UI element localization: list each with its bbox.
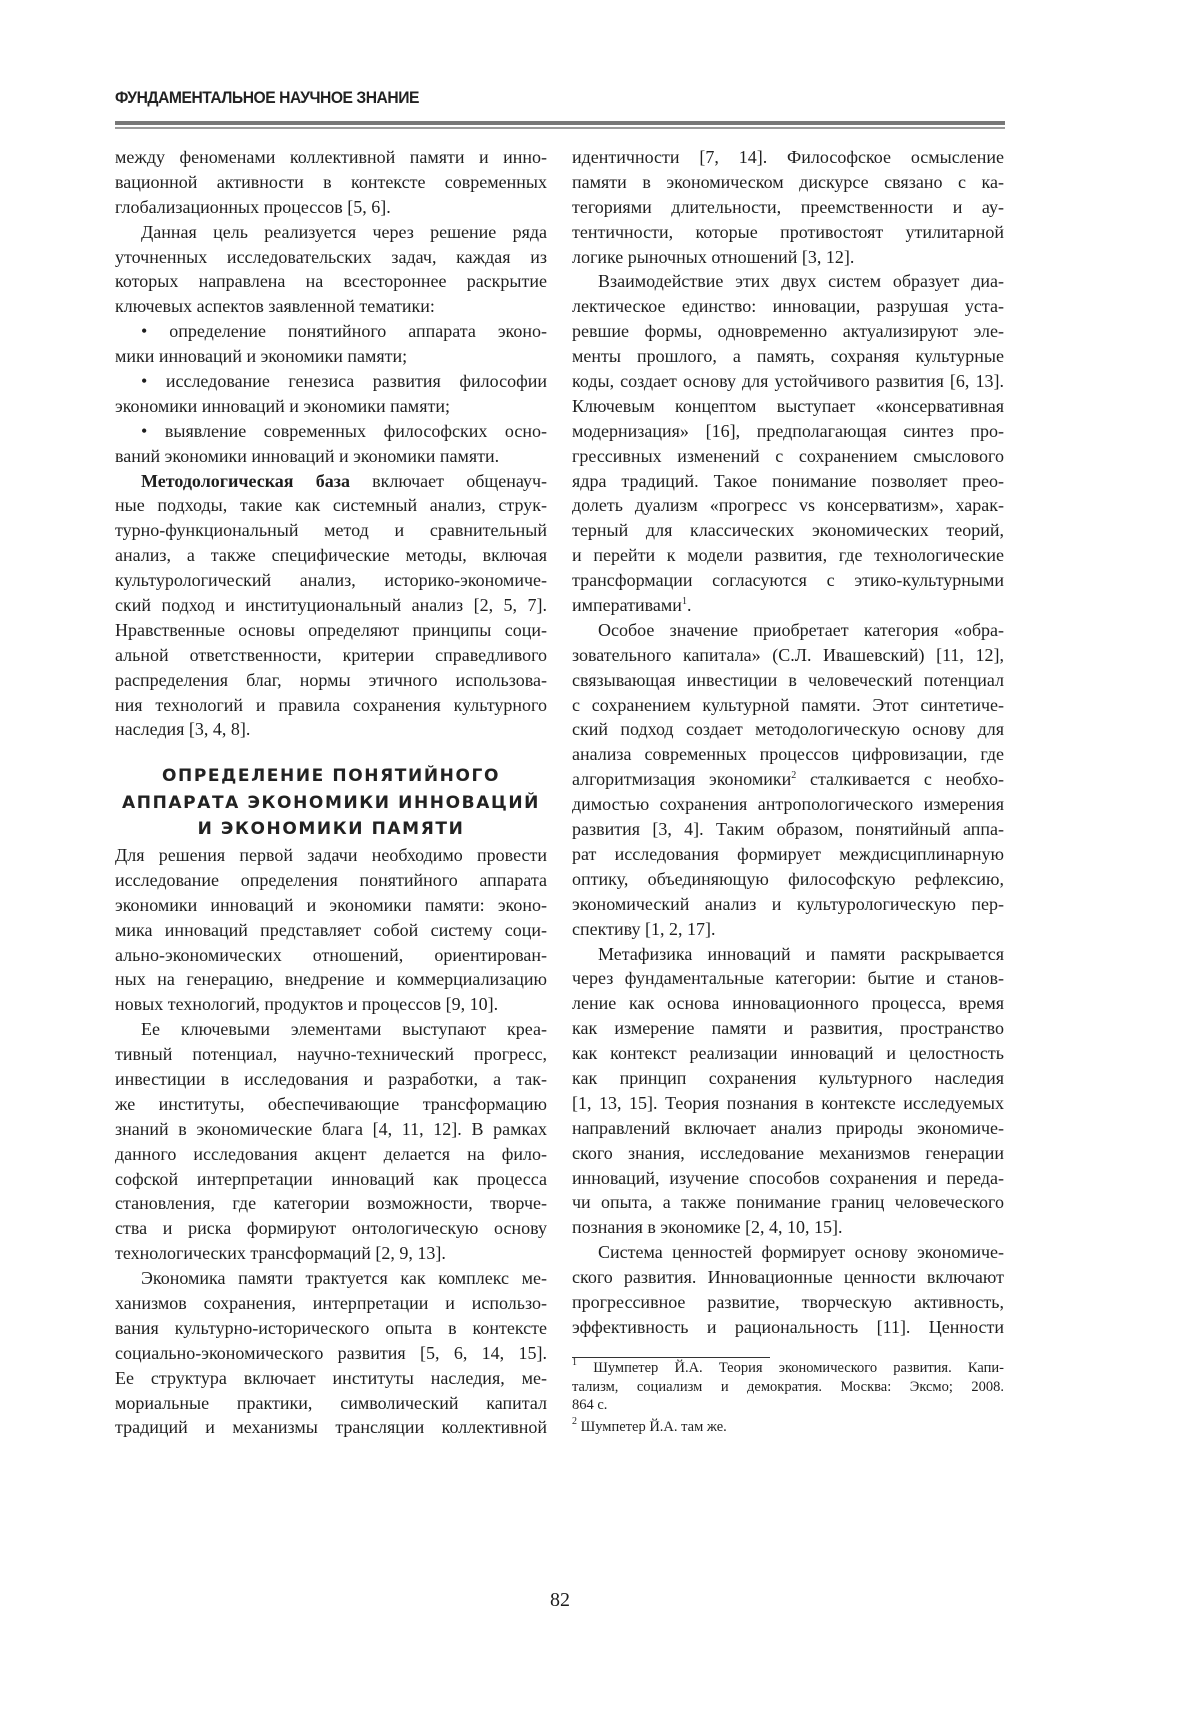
line-text: ский подход создает методологическую основу для xyxy=(572,719,1004,739)
text-line xyxy=(572,220,1004,245)
left-column-top xyxy=(115,145,547,742)
running-head: ФУНДАМЕНТАЛЬНОЕ НАУЧНОЕ ЗНАНИЕ xyxy=(115,88,419,108)
line-text-after: . xyxy=(687,595,692,615)
line-text: алгоритмизация экономики xyxy=(572,769,791,789)
line-text: анализ, а также специфические методы, включая xyxy=(115,545,547,565)
text-line xyxy=(115,469,547,494)
text-line xyxy=(572,294,1004,319)
line-text: вания культурно-исторического опыта в контексте xyxy=(115,1318,547,1338)
text-line xyxy=(115,1191,547,1216)
line-text: тивный потенциал, научно-технический прогресс, xyxy=(115,1044,547,1064)
line-text: Для решения первой задачи необходимо провести xyxy=(115,845,547,865)
line-text: глобализационных процессов [5, 6]. xyxy=(115,197,391,217)
line-text: анализа современных процессов цифровизации, где xyxy=(572,744,1004,764)
line-text: ление как основа инновационного процесса, время xyxy=(572,993,1004,1013)
text-line xyxy=(572,1215,1004,1240)
footnote-text: Шумпетер Й.А. там же. xyxy=(581,1419,727,1435)
text-line xyxy=(115,1017,547,1042)
section-heading-line: АППАРАТА ЭКОНОМИКИ ИННОВАЦИЙ xyxy=(115,790,547,817)
text-line xyxy=(115,717,547,742)
line-text: новых технологий, продуктов и процессов [9, 10]. xyxy=(115,994,498,1014)
line-text: данного исследования акцент делается на фило- xyxy=(115,1144,547,1164)
line-text: социально-экономического развития [5, 6, 14, 15]. xyxy=(115,1343,547,1363)
text-line xyxy=(572,991,1004,1016)
text-line xyxy=(115,1366,547,1391)
text-line xyxy=(572,1315,1004,1340)
text-line xyxy=(572,892,1004,917)
text-line xyxy=(572,792,1004,817)
text-line xyxy=(572,444,1004,469)
footnote-text: 864 с. xyxy=(572,1397,607,1413)
line-text: коды, создает основу для устойчивого развития [6, 13]. xyxy=(572,371,1004,391)
text-line xyxy=(572,917,1004,942)
text-line xyxy=(115,1341,547,1366)
page-number: 82 xyxy=(0,1589,1120,1612)
line-text: исследование определения понятийного аппарата xyxy=(115,870,547,890)
text-line xyxy=(572,145,1004,170)
line-text: менты прошлого, а память, сохраняя культурные xyxy=(572,346,1004,366)
text-line xyxy=(115,294,547,319)
line-text: и перейти к модели развития, где технологические xyxy=(572,545,1004,565)
footnote xyxy=(572,1359,1004,1415)
text-line xyxy=(572,245,1004,270)
text-line xyxy=(572,1041,1004,1066)
text-line xyxy=(115,1316,547,1341)
line-text: инвестиции в исследования и разработки, а так- xyxy=(115,1069,547,1089)
section-heading-line: ОПРЕДЕЛЕНИЕ ПОНЯТИЙНОГО xyxy=(115,763,547,790)
text-line xyxy=(115,1042,547,1067)
header-rule xyxy=(115,121,1005,125)
text-line xyxy=(572,419,1004,444)
text-line xyxy=(115,319,547,344)
line-text: ных на генерацию, внедрение и коммерциализацию xyxy=(115,969,547,989)
line-text: ского развития. Инновационные ценности включают xyxy=(572,1267,1004,1287)
text-line xyxy=(115,170,547,195)
line-text: рат исследования формирует междисциплинарную xyxy=(572,844,1004,864)
line-text: экономики инноваций и экономики памяти: эконо- xyxy=(115,895,547,915)
text-line xyxy=(115,868,547,893)
line-text: инноваций, изучение способов сохранения и переда- xyxy=(572,1168,1004,1188)
line-text: технологических трансформаций [2, 9, 13]. xyxy=(115,1243,446,1263)
text-line xyxy=(115,444,547,469)
line-text: уточненных исследовательских задач, каждая из xyxy=(115,247,547,267)
text-line xyxy=(572,543,1004,568)
text-line xyxy=(572,966,1004,991)
text-line xyxy=(115,518,547,543)
section-heading xyxy=(115,763,547,843)
text-line xyxy=(572,867,1004,892)
text-line xyxy=(115,269,547,294)
footnote-ref[interactable]: 2 xyxy=(791,770,796,781)
bold-lead: Методологическая база xyxy=(141,471,350,491)
line-text: Ключевым концептом выступает «консервативная xyxy=(572,396,1004,416)
footnote xyxy=(572,1418,1004,1437)
line-text: • выявление современных философских осно- xyxy=(141,421,547,441)
footnote-line xyxy=(572,1396,1004,1415)
text-line xyxy=(115,1241,547,1266)
line-text: ключевых аспектов заявленной тематики: xyxy=(115,296,435,316)
line-text: ваний экономики инноваций и экономики памяти. xyxy=(115,446,499,466)
line-text: лектическое единство: инновации, разрушая уста- xyxy=(572,296,1004,316)
line-text: идентичности [7, 14]. Философское осмысление xyxy=(572,147,1004,167)
line-text: экономики инноваций и экономики памяти; xyxy=(115,396,450,416)
text-line xyxy=(572,593,1004,618)
line-text: тегориями длительности, преемственности и ау- xyxy=(572,197,1004,217)
line-text: ханизмов сохранения, интерпретации и использо- xyxy=(115,1293,547,1313)
line-text: как контекст реализации инноваций и целостность xyxy=(572,1043,1004,1063)
line-text: эффективность и рациональность [11]. Ценности xyxy=(572,1317,1004,1337)
text-line xyxy=(572,1016,1004,1041)
line-text: оптику, объединяющую философскую рефлексию, xyxy=(572,869,1004,889)
text-line xyxy=(572,1190,1004,1215)
text-line xyxy=(572,618,1004,643)
text-line xyxy=(115,668,547,693)
line-text: софской интерпретации инноваций как процесса xyxy=(115,1169,547,1189)
line-text: долеть дуализм «прогресс vs консерватизм», харак- xyxy=(572,495,1004,515)
line-text: ского знания, исследование механизмов генерации xyxy=(572,1143,1004,1163)
text-line xyxy=(115,394,547,419)
text-line xyxy=(115,1117,547,1142)
line-text: императивами xyxy=(572,595,682,615)
line-text: как измерение памяти и развития, пространство xyxy=(572,1018,1004,1038)
text-line xyxy=(115,693,547,718)
line-text: экономический анализ и культурологическую пер- xyxy=(572,894,1004,914)
line-text: ния технологий и правила сохранения культурного xyxy=(115,695,547,715)
line-text: чи опыта, а также понимание границ человеческого xyxy=(572,1192,1004,1212)
text-line xyxy=(115,1291,547,1316)
text-line xyxy=(572,394,1004,419)
right-column xyxy=(572,145,1004,1340)
footnotes xyxy=(572,1359,1004,1436)
text-line xyxy=(572,817,1004,842)
line-text: включает общенауч- xyxy=(350,471,547,491)
text-line xyxy=(572,518,1004,543)
line-text: развития [3, 4]. Таким образом, понятийный аппа- xyxy=(572,819,1004,839)
text-line xyxy=(115,643,547,668)
text-line xyxy=(572,1116,1004,1141)
line-text: мориальные практики, символический капитал xyxy=(115,1393,547,1413)
text-line xyxy=(115,195,547,220)
text-line xyxy=(115,493,547,518)
text-line xyxy=(115,1142,547,1167)
line-text: традиций и механизмы трансляции коллективной xyxy=(115,1417,547,1437)
line-text: тентичности, которые противостоят утилитарной xyxy=(572,222,1004,242)
text-line xyxy=(572,643,1004,668)
line-text: как принцип сохранения культурного наследия xyxy=(572,1068,1004,1088)
text-line xyxy=(115,918,547,943)
text-line xyxy=(115,893,547,918)
line-text: Нравственные основы определяют принципы соци- xyxy=(115,620,547,640)
line-text: Экономика памяти трактуется как комплекс ме- xyxy=(141,1268,547,1288)
footnote-line xyxy=(572,1359,1004,1378)
text-line xyxy=(115,1067,547,1092)
line-text: • определение понятийного аппарата эконо- xyxy=(141,321,547,341)
line-text: между феноменами коллективной памяти и инно- xyxy=(115,147,547,167)
text-line xyxy=(572,469,1004,494)
text-line xyxy=(572,269,1004,294)
text-line xyxy=(572,693,1004,718)
line-text: вационной активности в контексте современных xyxy=(115,172,547,192)
line-text: турно-функциональный метод и сравнительный xyxy=(115,520,547,540)
footnote-text: Шумпетер Й.А. Теория экономического развития. Капи- xyxy=(593,1360,1004,1376)
left-column-bottom xyxy=(115,843,547,1440)
line-text: через фундаментальные категории: бытие и станов- xyxy=(572,968,1004,988)
line-text: ядра традиций. Такое понимание позволяет прео- xyxy=(572,471,1004,491)
line-text: Взаимодействие этих двух систем образует диа- xyxy=(598,271,1004,291)
text-line xyxy=(115,369,547,394)
text-line xyxy=(572,668,1004,693)
line-text: ский подход и институциональный анализ [2, 5, 7]. xyxy=(115,595,547,615)
line-text: Ее ключевыми элементами выступают креа- xyxy=(141,1019,547,1039)
line-text: знаний в экономические блага [4, 11, 12]. В рамках xyxy=(115,1119,547,1139)
text-line xyxy=(572,1166,1004,1191)
line-text: же институты, обеспечивающие трансформацию xyxy=(115,1094,547,1114)
footnote-line xyxy=(572,1378,1004,1397)
footnote-line xyxy=(572,1418,1004,1437)
line-text: связывающая инвестиции в человеческий потенциал xyxy=(572,670,1004,690)
text-line xyxy=(115,1216,547,1241)
line-text: наследия [3, 4, 8]. xyxy=(115,719,250,739)
line-text: Метафизика инноваций и памяти раскрывается xyxy=(598,944,1004,964)
line-text: димостью сохранения антропологического измерения xyxy=(572,794,1004,814)
text-line xyxy=(115,220,547,245)
text-line xyxy=(115,344,547,369)
text-line xyxy=(572,195,1004,220)
text-line xyxy=(572,1066,1004,1091)
text-line xyxy=(572,1290,1004,1315)
line-text: зовательного капитала» (С.Л. Ивашевский) [11, 12], xyxy=(572,645,1004,665)
text-line xyxy=(572,1091,1004,1116)
text-line xyxy=(572,568,1004,593)
line-text: модернизация» [16], предполагающая синтез про- xyxy=(572,421,1004,441)
text-line xyxy=(115,843,547,868)
line-text-after: сталкивается с необхо- xyxy=(796,769,1004,789)
text-line xyxy=(115,967,547,992)
line-text: Особое значение приобретает категория «обра- xyxy=(598,620,1004,640)
text-line xyxy=(115,593,547,618)
text-line xyxy=(115,145,547,170)
text-line xyxy=(572,369,1004,394)
line-text: • исследование генезиса развития философии xyxy=(141,371,547,391)
line-text: трансформации согласуются с этико-культурными xyxy=(572,570,1004,590)
text-line xyxy=(572,1265,1004,1290)
line-text: альной ответственности, критерии справедливого xyxy=(115,645,547,665)
text-line xyxy=(572,742,1004,767)
header-rule-thin xyxy=(115,127,1005,129)
line-text: мика инноваций представляет собой систему соци- xyxy=(115,920,547,940)
text-line xyxy=(572,767,1004,792)
text-line xyxy=(572,717,1004,742)
text-line xyxy=(115,1167,547,1192)
line-text: ально-экономических отношений, ориентирован- xyxy=(115,945,547,965)
text-line xyxy=(115,1415,547,1440)
line-text: терный для классических экономических теорий, xyxy=(572,520,1004,540)
text-line xyxy=(115,1092,547,1117)
text-line xyxy=(115,543,547,568)
text-line xyxy=(115,1266,547,1291)
line-text: Система ценностей формирует основу экономиче- xyxy=(598,1242,1004,1262)
line-text: памяти в экономическом дискурсе связано с ка- xyxy=(572,172,1004,192)
line-text: ства и риска формируют онтологическую основу xyxy=(115,1218,547,1238)
text-line xyxy=(572,1141,1004,1166)
line-text: распределения благ, нормы этичного использова- xyxy=(115,670,547,690)
line-text: Ее структура включает институты наследия, ме- xyxy=(115,1368,547,1388)
line-text: познания в экономике [2, 4, 10, 15]. xyxy=(572,1217,843,1237)
text-line xyxy=(572,170,1004,195)
footnote-text: тализм, социализм и демократия. Москва: Эксмо; 2008. xyxy=(572,1379,1004,1395)
text-line xyxy=(572,842,1004,867)
text-line xyxy=(572,493,1004,518)
footnote-ref[interactable]: 1 xyxy=(682,596,687,607)
line-text: мики инноваций и экономики памяти; xyxy=(115,346,407,366)
footnote-number: 1 xyxy=(572,1357,577,1368)
text-line xyxy=(572,1240,1004,1265)
text-line xyxy=(115,1391,547,1416)
line-text: направлений включает анализ природы экономиче- xyxy=(572,1118,1004,1138)
footnote-rule xyxy=(572,1357,770,1358)
line-text: культурологический анализ, историко-экономиче- xyxy=(115,570,547,590)
section-heading-line: И ЭКОНОМИКИ ПАМЯТИ xyxy=(115,816,547,843)
text-line xyxy=(115,618,547,643)
line-text: с сохранением культурной памяти. Этот синтетиче- xyxy=(572,695,1004,715)
line-text: [1, 13, 15]. Теория познания в контексте исследуемых xyxy=(572,1093,1004,1113)
text-line xyxy=(115,245,547,270)
line-text: Данная цель реализуется через решение ряда xyxy=(141,222,547,242)
text-line xyxy=(572,942,1004,967)
line-text: становления, где категории возможности, творче- xyxy=(115,1193,547,1213)
footnote-number: 2 xyxy=(572,1416,577,1427)
line-text: которых направлена на всестороннее раскрытие xyxy=(115,271,547,291)
text-line xyxy=(115,943,547,968)
text-line xyxy=(572,344,1004,369)
line-text: ные подходы, такие как системный анализ, струк- xyxy=(115,495,547,515)
line-text: логике рыночных отношений [3, 12]. xyxy=(572,247,854,267)
text-line xyxy=(115,568,547,593)
line-text: ревшие формы, одновременно актуализируют эле- xyxy=(572,321,1004,341)
text-line xyxy=(115,419,547,444)
line-text: спективу [1, 2, 17]. xyxy=(572,919,716,939)
line-text: грессивных изменений с сохранением смыслового xyxy=(572,446,1004,466)
text-line xyxy=(572,319,1004,344)
line-text: прогрессивное развитие, творческую активность, xyxy=(572,1292,1004,1312)
text-line xyxy=(115,992,547,1017)
